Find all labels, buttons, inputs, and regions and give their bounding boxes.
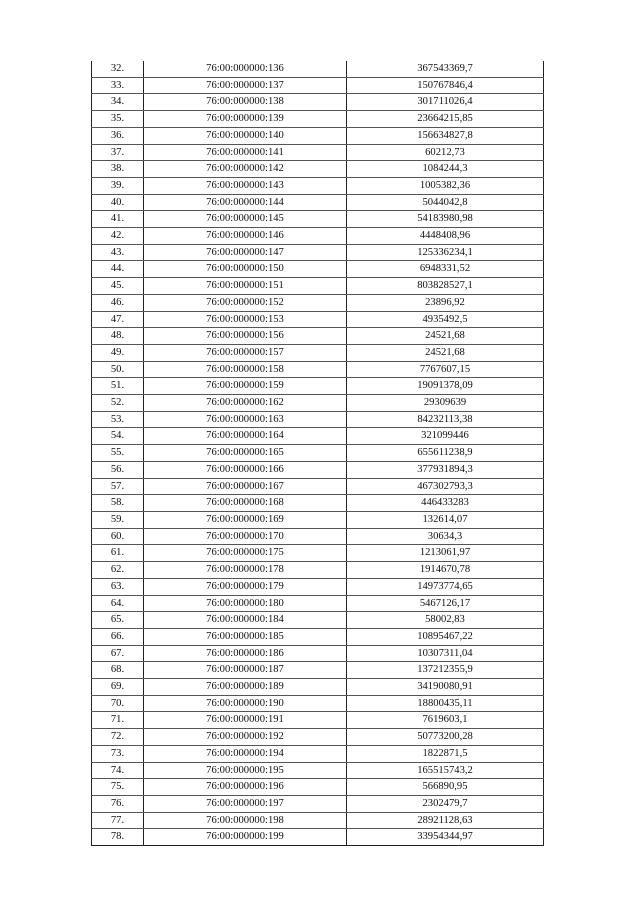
table-row — [92, 127, 544, 144]
cadastral-number-cell: 76:00:000000:180 — [144, 595, 347, 612]
value-cell: 5467126,17 — [347, 595, 544, 612]
row-number-cell: 44. — [92, 261, 144, 278]
table-row — [92, 161, 544, 178]
value-cell: 23896,92 — [347, 294, 544, 311]
value-cell: 29309639 — [347, 395, 544, 412]
cadastral-number-cell: 76:00:000000:156 — [144, 328, 347, 345]
row-number-cell: 66. — [92, 628, 144, 645]
row-number-cell: 65. — [92, 612, 144, 629]
value-cell: 19091378,09 — [347, 378, 544, 395]
table-row — [92, 745, 544, 762]
value-cell: 1005382,36 — [347, 177, 544, 194]
cadastral-number-cell: 76:00:000000:146 — [144, 228, 347, 245]
value-cell: 1213061,97 — [347, 545, 544, 562]
table-row — [92, 545, 544, 562]
cadastral-number-cell: 76:00:000000:179 — [144, 578, 347, 595]
row-number-cell: 68. — [92, 662, 144, 679]
table-row — [92, 111, 544, 128]
table-row — [92, 445, 544, 462]
cadastral-number-cell: 76:00:000000:199 — [144, 829, 347, 846]
row-number-cell: 32. — [92, 61, 144, 77]
table-row — [92, 428, 544, 445]
cadastral-number-cell: 76:00:000000:152 — [144, 294, 347, 311]
value-cell: 1822871,5 — [347, 745, 544, 762]
row-number-cell: 57. — [92, 478, 144, 495]
cadastral-number-cell: 76:00:000000:159 — [144, 378, 347, 395]
table-row — [92, 762, 544, 779]
row-number-cell: 43. — [92, 244, 144, 261]
value-cell: 58002,83 — [347, 612, 544, 629]
row-number-cell: 61. — [92, 545, 144, 562]
cadastral-number-cell: 76:00:000000:158 — [144, 361, 347, 378]
value-cell: 125336234,1 — [347, 244, 544, 261]
table-row — [92, 612, 544, 629]
value-cell: 566890,95 — [347, 779, 544, 796]
cadastral-number-cell: 76:00:000000:198 — [144, 812, 347, 829]
cadastral-number-cell: 76:00:000000:153 — [144, 311, 347, 328]
value-cell: 34190080,91 — [347, 679, 544, 696]
value-cell: 60212,73 — [347, 144, 544, 161]
table-row — [92, 144, 544, 161]
value-cell: 367543369,7 — [347, 61, 544, 77]
table-row — [92, 595, 544, 612]
cadastral-number-cell: 76:00:000000:151 — [144, 278, 347, 295]
table-row — [92, 311, 544, 328]
row-number-cell: 37. — [92, 144, 144, 161]
cadastral-number-cell: 76:00:000000:147 — [144, 244, 347, 261]
cadastral-number-cell: 76:00:000000:138 — [144, 94, 347, 111]
row-number-cell: 35. — [92, 111, 144, 128]
table-row — [92, 779, 544, 796]
row-number-cell: 42. — [92, 228, 144, 245]
row-number-cell: 63. — [92, 578, 144, 595]
cadastral-number-cell: 76:00:000000:141 — [144, 144, 347, 161]
value-cell: 132614,07 — [347, 511, 544, 528]
table-row — [92, 328, 544, 345]
value-cell: 24521,68 — [347, 328, 544, 345]
value-cell: 5044042,8 — [347, 194, 544, 211]
cadastral-number-cell: 76:00:000000:197 — [144, 795, 347, 812]
row-number-cell: 38. — [92, 161, 144, 178]
row-number-cell: 71. — [92, 712, 144, 729]
row-number-cell: 58. — [92, 495, 144, 512]
cadastral-number-cell: 76:00:000000:184 — [144, 612, 347, 629]
cadastral-number-cell: 76:00:000000:137 — [144, 77, 347, 94]
row-number-cell: 33. — [92, 77, 144, 94]
row-number-cell: 46. — [92, 294, 144, 311]
value-cell: 30634,3 — [347, 528, 544, 545]
cadastral-number-cell: 76:00:000000:139 — [144, 111, 347, 128]
table-row — [92, 395, 544, 412]
table-row — [92, 244, 544, 261]
table-row — [92, 695, 544, 712]
table-row — [92, 461, 544, 478]
cadastral-number-cell: 76:00:000000:195 — [144, 762, 347, 779]
value-cell: 150767846,4 — [347, 77, 544, 94]
table-row — [92, 261, 544, 278]
value-cell: 10307311,04 — [347, 645, 544, 662]
table-row — [92, 712, 544, 729]
cadastral-number-cell: 76:00:000000:157 — [144, 344, 347, 361]
cadastral-number-cell: 76:00:000000:163 — [144, 411, 347, 428]
table-row — [92, 294, 544, 311]
value-cell: 803828527,1 — [347, 278, 544, 295]
cadastral-number-cell: 76:00:000000:175 — [144, 545, 347, 562]
table-row — [92, 228, 544, 245]
value-cell: 23664215,85 — [347, 111, 544, 128]
cadastral-table — [91, 61, 544, 846]
value-cell: 7767607,15 — [347, 361, 544, 378]
row-number-cell: 45. — [92, 278, 144, 295]
row-number-cell: 51. — [92, 378, 144, 395]
table-row — [92, 278, 544, 295]
row-number-cell: 47. — [92, 311, 144, 328]
row-number-cell: 70. — [92, 695, 144, 712]
value-cell: 1914670,78 — [347, 562, 544, 579]
value-cell: 33954344,97 — [347, 829, 544, 846]
value-cell: 6948331,52 — [347, 261, 544, 278]
value-cell: 301711026,4 — [347, 94, 544, 111]
table-row — [92, 411, 544, 428]
table-row — [92, 77, 544, 94]
row-number-cell: 73. — [92, 745, 144, 762]
cadastral-number-cell: 76:00:000000:189 — [144, 679, 347, 696]
row-number-cell: 52. — [92, 395, 144, 412]
cadastral-number-cell: 76:00:000000:187 — [144, 662, 347, 679]
row-number-cell: 40. — [92, 194, 144, 211]
cadastral-number-cell: 76:00:000000:162 — [144, 395, 347, 412]
table-row — [92, 361, 544, 378]
table-row — [92, 511, 544, 528]
cadastral-number-cell: 76:00:000000:168 — [144, 495, 347, 512]
row-number-cell: 59. — [92, 511, 144, 528]
row-number-cell: 54. — [92, 428, 144, 445]
value-cell: 156634827,8 — [347, 127, 544, 144]
table-body — [92, 61, 544, 846]
row-number-cell: 36. — [92, 127, 144, 144]
value-cell: 4448408,96 — [347, 228, 544, 245]
cadastral-number-cell: 76:00:000000:185 — [144, 628, 347, 645]
value-cell: 54183980,98 — [347, 211, 544, 228]
value-cell: 655611238,9 — [347, 445, 544, 462]
row-number-cell: 62. — [92, 562, 144, 579]
cadastral-number-cell: 76:00:000000:150 — [144, 261, 347, 278]
cadastral-number-cell: 76:00:000000:192 — [144, 729, 347, 746]
value-cell: 14973774,65 — [347, 578, 544, 595]
row-number-cell: 39. — [92, 177, 144, 194]
row-number-cell: 48. — [92, 328, 144, 345]
row-number-cell: 67. — [92, 645, 144, 662]
value-cell: 28921128,63 — [347, 812, 544, 829]
table-row — [92, 628, 544, 645]
table-row — [92, 211, 544, 228]
value-cell: 377931894,3 — [347, 461, 544, 478]
cadastral-number-cell: 76:00:000000:167 — [144, 478, 347, 495]
cadastral-number-cell: 76:00:000000:136 — [144, 61, 347, 77]
cadastral-number-cell: 76:00:000000:164 — [144, 428, 347, 445]
value-cell: 50773200,28 — [347, 729, 544, 746]
cadastral-number-cell: 76:00:000000:140 — [144, 127, 347, 144]
cadastral-number-cell: 76:00:000000:166 — [144, 461, 347, 478]
cadastral-number-cell: 76:00:000000:142 — [144, 161, 347, 178]
cadastral-number-cell: 76:00:000000:190 — [144, 695, 347, 712]
row-number-cell: 72. — [92, 729, 144, 746]
value-cell: 10895467,22 — [347, 628, 544, 645]
value-cell: 18800435,11 — [347, 695, 544, 712]
value-cell: 1084244,3 — [347, 161, 544, 178]
row-number-cell: 69. — [92, 679, 144, 696]
row-number-cell: 53. — [92, 411, 144, 428]
cadastral-number-cell: 76:00:000000:143 — [144, 177, 347, 194]
cadastral-number-cell: 76:00:000000:144 — [144, 194, 347, 211]
value-cell: 137212355,9 — [347, 662, 544, 679]
row-number-cell: 49. — [92, 344, 144, 361]
value-cell: 7619603,1 — [347, 712, 544, 729]
table-row — [92, 194, 544, 211]
cadastral-number-cell: 76:00:000000:170 — [144, 528, 347, 545]
value-cell: 165515743,2 — [347, 762, 544, 779]
table-row — [92, 578, 544, 595]
table-row — [92, 495, 544, 512]
table-row — [92, 829, 544, 846]
cadastral-number-cell: 76:00:000000:194 — [144, 745, 347, 762]
table-row — [92, 662, 544, 679]
table-row — [92, 61, 544, 77]
value-cell: 467302793,3 — [347, 478, 544, 495]
row-number-cell: 78. — [92, 829, 144, 846]
row-number-cell: 77. — [92, 812, 144, 829]
cadastral-number-cell: 76:00:000000:169 — [144, 511, 347, 528]
cadastral-number-cell: 76:00:000000:186 — [144, 645, 347, 662]
cadastral-number-cell: 76:00:000000:191 — [144, 712, 347, 729]
table-row — [92, 562, 544, 579]
table-row — [92, 177, 544, 194]
cadastral-number-cell: 76:00:000000:196 — [144, 779, 347, 796]
value-cell: 2302479,7 — [347, 795, 544, 812]
value-cell: 446433283 — [347, 495, 544, 512]
row-number-cell: 74. — [92, 762, 144, 779]
table-row — [92, 795, 544, 812]
row-number-cell: 64. — [92, 595, 144, 612]
table-row — [92, 528, 544, 545]
table-row — [92, 645, 544, 662]
table-row — [92, 344, 544, 361]
row-number-cell: 34. — [92, 94, 144, 111]
value-cell: 321099446 — [347, 428, 544, 445]
table-row — [92, 812, 544, 829]
cadastral-number-cell: 76:00:000000:145 — [144, 211, 347, 228]
cadastral-number-cell: 76:00:000000:178 — [144, 562, 347, 579]
table-row — [92, 378, 544, 395]
table-row — [92, 478, 544, 495]
table-row — [92, 679, 544, 696]
row-number-cell: 56. — [92, 461, 144, 478]
value-cell: 24521,68 — [347, 344, 544, 361]
row-number-cell: 50. — [92, 361, 144, 378]
row-number-cell: 76. — [92, 795, 144, 812]
cadastral-number-cell: 76:00:000000:165 — [144, 445, 347, 462]
value-cell: 4935492,5 — [347, 311, 544, 328]
row-number-cell: 55. — [92, 445, 144, 462]
row-number-cell: 75. — [92, 779, 144, 796]
table-row — [92, 729, 544, 746]
value-cell: 84232113,38 — [347, 411, 544, 428]
table-row — [92, 94, 544, 111]
row-number-cell: 60. — [92, 528, 144, 545]
row-number-cell: 41. — [92, 211, 144, 228]
